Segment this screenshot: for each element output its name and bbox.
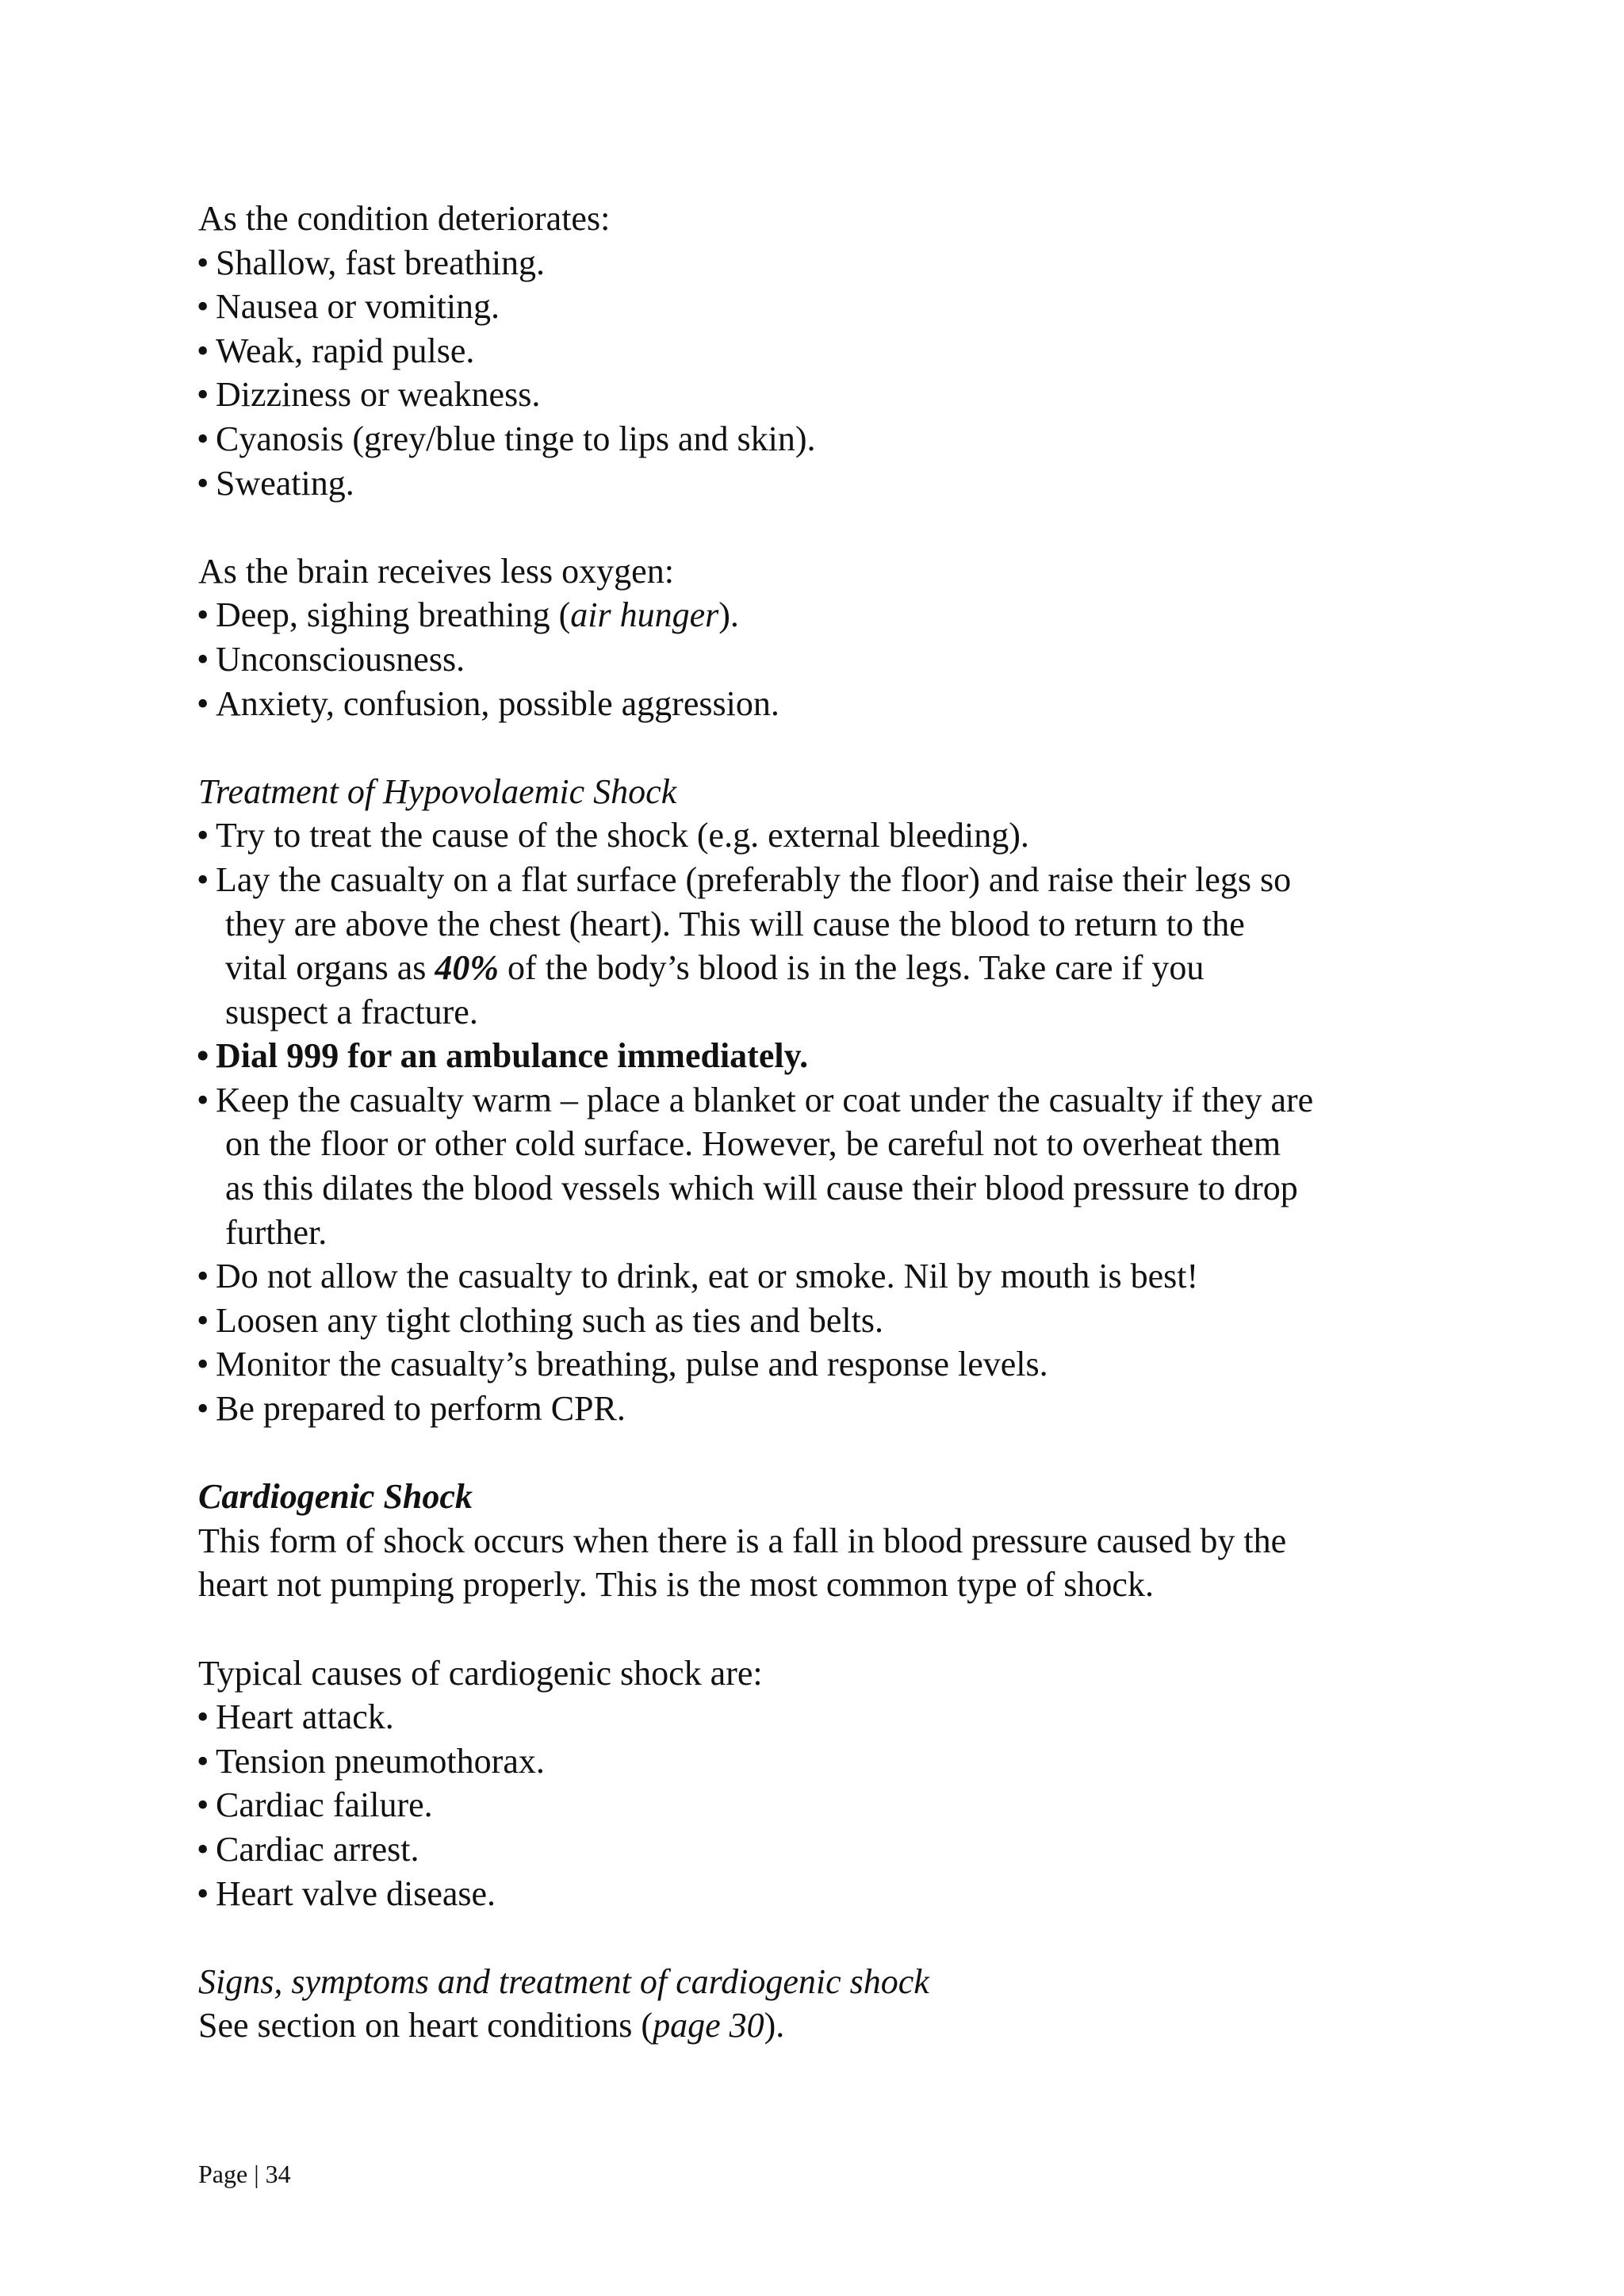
paragraph-line: This form of shock occurs when there is a fall in blood pressure caused by the [198, 1521, 1287, 1560]
treatment-list [198, 813, 1451, 1430]
list-item [198, 593, 1451, 637]
list-item: • Weak, rapid pulse. [198, 329, 1451, 373]
list-item: • Cardiac arrest. [198, 1827, 1451, 1872]
signs-text-post: ). [764, 2006, 785, 2045]
brain-list [198, 593, 1451, 725]
paragraph-line: heart not pumping properly. This is the most common type of shock. [198, 1565, 1154, 1605]
list-item: • Unconsciousness. [198, 637, 1451, 682]
list-item: • Cyanosis (grey/blue tinge to lips and skin). [198, 417, 1451, 461]
item-line [216, 946, 1451, 990]
item-line: suspect a fracture. [225, 992, 478, 1031]
spacer [198, 725, 1451, 770]
item-line: they are above the chest (heart). This will cause the blood to return to the [225, 904, 1245, 943]
treatment-heading: Treatment of Hypovolaemic Shock [198, 771, 677, 811]
cardiogenic-heading: Cardiogenic Shock [198, 1477, 473, 1517]
list-item: • Be prepared to perform CPR. [198, 1387, 1451, 1431]
causes-intro: Typical causes of cardiogenic shock are: [198, 1653, 763, 1693]
list-item: • Loosen any tight clothing such as ties and belts. [198, 1299, 1451, 1343]
list-item: • Tension pneumothorax. [198, 1739, 1451, 1784]
item-line: further. [225, 1212, 327, 1252]
signs-text [198, 2003, 1451, 2048]
item-line: on the floor or other cold surface. However, be careful not to overheat them [225, 1124, 1281, 1164]
item-text: ). [718, 595, 739, 635]
item-emphasis: 40% [435, 948, 500, 988]
list-item: • Shallow, fast breathing. [198, 241, 1451, 285]
item-line: Lay the casualty on a flat surface (preferably the floor) and raise their legs so [216, 859, 1292, 899]
list-item: • Cardiac failure. [198, 1783, 1451, 1827]
brain-intro: As the brain receives less oxygen: [198, 551, 674, 591]
list-item: • Anxiety, confusion, possible aggression. [198, 682, 1451, 726]
spacer [198, 1431, 1451, 1475]
list-item-emphasis: • Dial 999 for an ambulance immediately. [198, 1034, 1451, 1078]
list-item: • Heart valve disease. [198, 1872, 1451, 1916]
item-text: of the body’s blood is in the legs. Take care if you [499, 948, 1205, 988]
item-text: vital organs as [225, 948, 435, 988]
list-item: • Nausea or vomiting. [198, 285, 1451, 329]
item-line: as this dilates the blood vessels which will cause their blood pressure to drop [225, 1169, 1298, 1208]
spacer [198, 1607, 1451, 1651]
list-item: • Dizziness or weakness. [198, 373, 1451, 417]
item-emphasis: air hunger [570, 595, 719, 635]
signs-text-pre: See section on heart conditions ( [198, 2006, 653, 2045]
list-item [198, 858, 1451, 1034]
causes-list [198, 1695, 1451, 1915]
page-number: Page | 34 [198, 2160, 291, 2188]
deteriorates-list [198, 241, 1451, 506]
spacer [198, 505, 1451, 549]
deteriorates-intro: As the condition deteriorates: [198, 199, 611, 238]
page-reference-link[interactable]: page 30 [653, 2006, 764, 2045]
spacer [198, 1915, 1451, 1960]
page-content [198, 197, 1451, 2048]
list-item: • Heart attack. [198, 1695, 1451, 1739]
item-line: Keep the casualty warm – place a blanket or coat under the casualty if they are [216, 1080, 1314, 1119]
list-item: • Try to treat the cause of the shock (e.g. external bleeding). [198, 813, 1451, 858]
list-item: • Do not allow the casualty to drink, eat or smoke. Nil by mouth is best! [198, 1254, 1451, 1299]
signs-heading: Signs, symptoms and treatment of cardiogenic shock [198, 1961, 929, 2001]
list-item: • Sweating. [198, 461, 1451, 506]
list-item: • Monitor the casualty’s breathing, pulse and response levels. [198, 1342, 1451, 1387]
cardiogenic-paragraph [198, 1519, 1451, 1607]
list-item [198, 1078, 1451, 1254]
item-text: Deep, sighing breathing ( [216, 595, 571, 635]
